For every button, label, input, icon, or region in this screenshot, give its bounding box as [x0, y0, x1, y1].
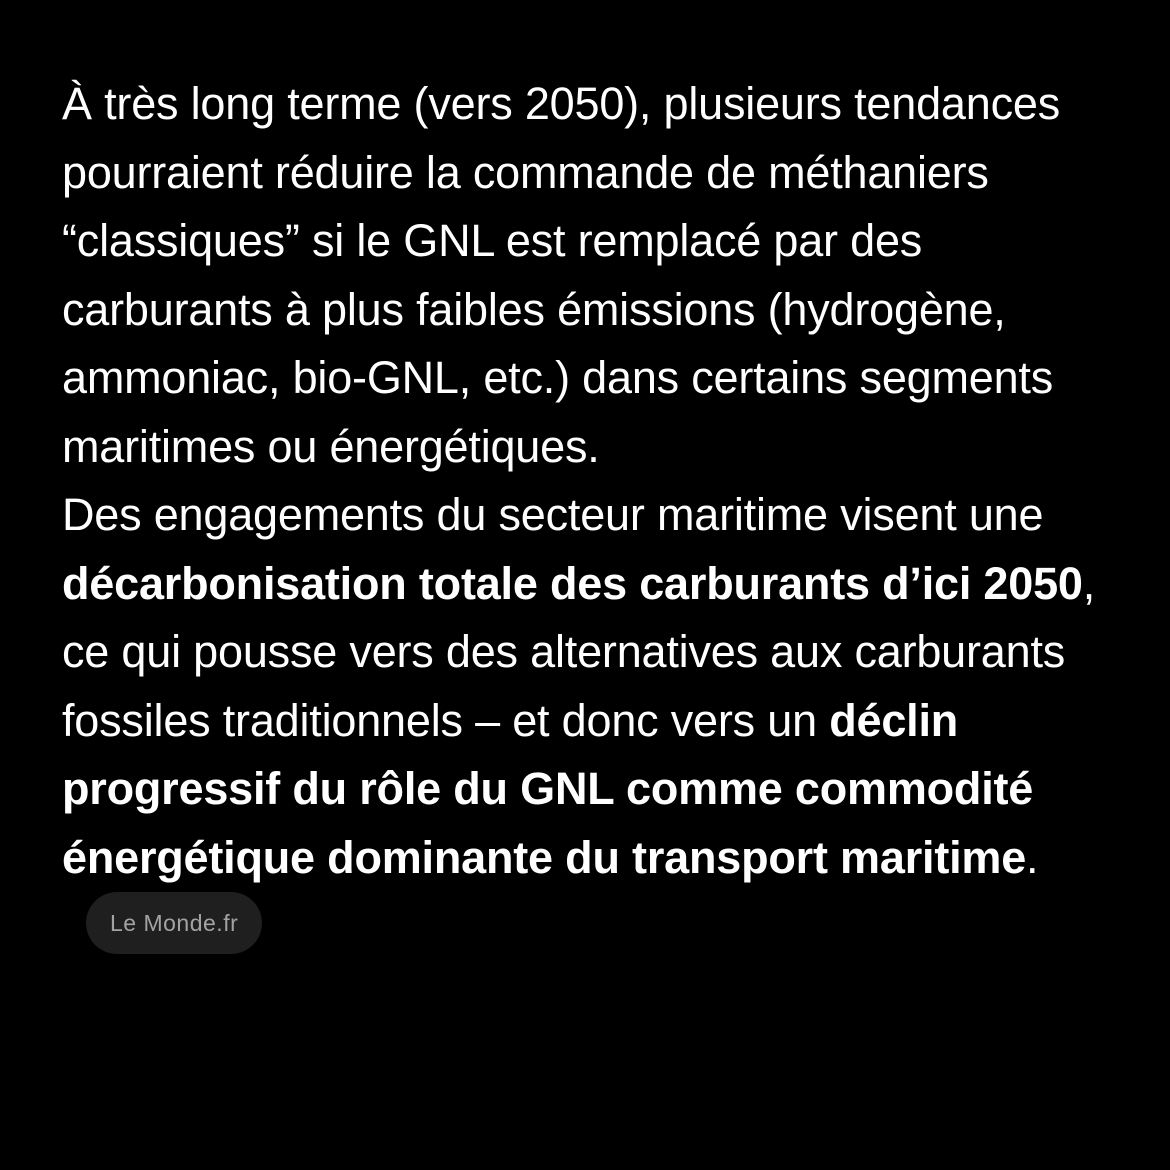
paragraph-decarbonization [62, 481, 1122, 961]
bold-decarbonization-goal: décarbonisation totale des carburants d’ici 2050 [62, 557, 1083, 609]
paragraph-long-term-outlook: À très long terme (vers 2050), plusieurs tendances pourraient réduire la commande de méthaniers “classiques” si le GNL est remplacé par des carburants à plus faibles émissions (hydrogène, ammoniac, bio-GNL, etc.) dans certains segments maritimes ou énergétiques. [62, 78, 1060, 472]
paragraph-text: , ce qui pousse vers des alternatives aux carburants fossiles traditionnels – et donc vers un [62, 557, 1096, 746]
bold-lng-decline: déclin progressif du rôle du GNL comme commodité énergétique dominante du transport maritime [62, 694, 1034, 883]
paragraph-text: Des engagements du secteur maritime visent une [62, 489, 1044, 540]
source-citation-chip[interactable]: Le Monde.fr [86, 892, 262, 954]
response-text [62, 70, 1122, 961]
paragraph-text: . [1026, 831, 1039, 883]
